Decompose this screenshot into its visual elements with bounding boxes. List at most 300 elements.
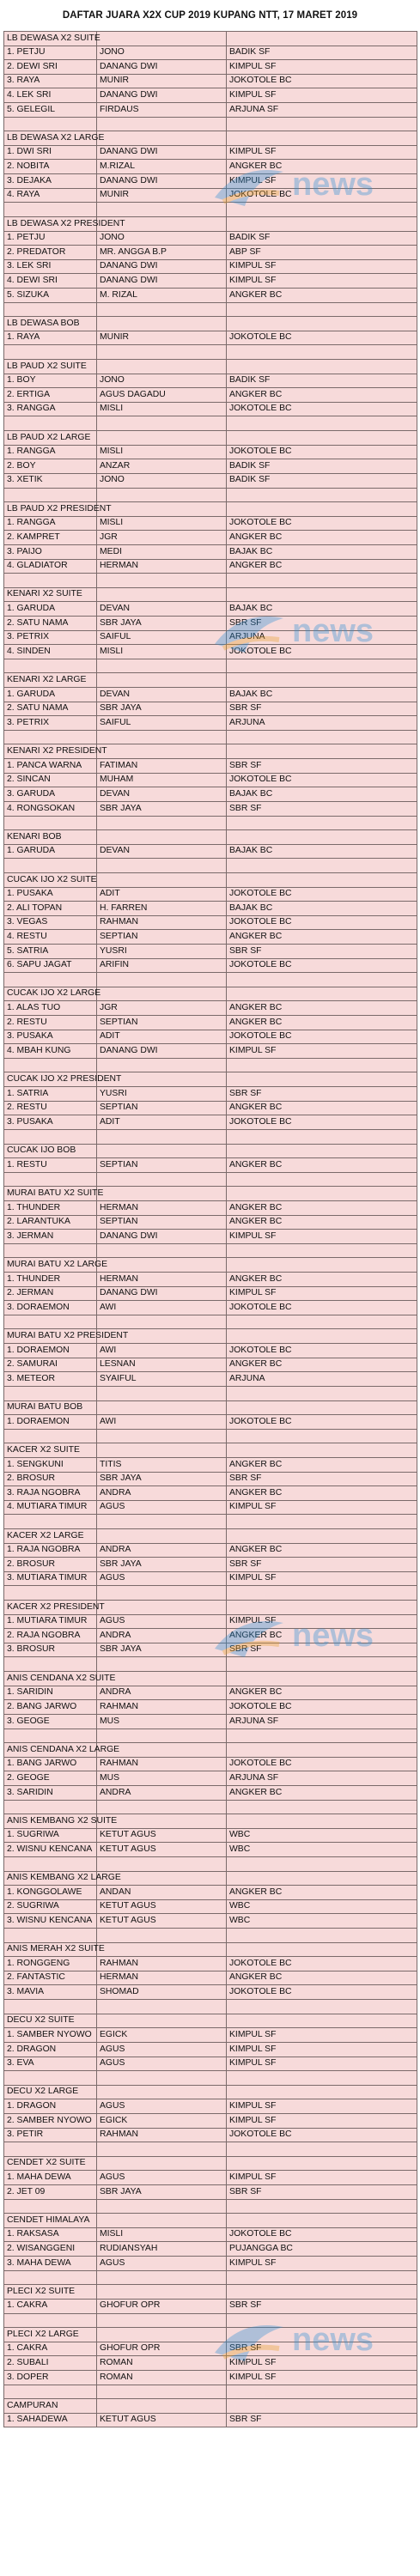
bird-name-cell: 4. LEK SRI (4, 88, 97, 103)
owner-cell: HERMAN (97, 559, 227, 574)
spacer-row (4, 2142, 417, 2157)
owner-cell: HERMAN (97, 1200, 227, 1215)
spacer-row (4, 2199, 417, 2214)
bird-name-cell: 1. RAYA (4, 331, 97, 345)
spacer-row (4, 203, 417, 217)
empty-cell (227, 2328, 417, 2342)
team-cell: JOKOTOLE BC (227, 1030, 417, 1044)
empty-cell (4, 1129, 97, 1144)
empty-cell (97, 203, 227, 217)
owner-cell: ANDRA (97, 1629, 227, 1643)
owner-cell: DANANG DWI (97, 1230, 227, 1244)
owner-cell: M. RIZAL (97, 288, 227, 302)
empty-cell (97, 2199, 227, 2214)
owner-cell: MUNIR (97, 74, 227, 88)
team-cell: KIMPUL SF (227, 2042, 417, 2057)
spacer-row (4, 117, 417, 131)
section-header-row (4, 431, 417, 446)
table-row (4, 374, 417, 388)
team-cell: BADIK SF (227, 374, 417, 388)
spacer-row (4, 2313, 417, 2328)
team-cell: ANGKER BC (227, 1001, 417, 1016)
table-row (4, 231, 417, 246)
table-row (4, 402, 417, 416)
bird-name-cell: 1. RAJA NGOBRA (4, 1543, 97, 1558)
table-row (4, 459, 417, 474)
spacer-row (4, 1800, 417, 1814)
empty-cell (97, 1929, 227, 1943)
empty-cell (227, 1187, 417, 1201)
team-cell: ANGKER BC (227, 559, 417, 574)
team-cell: ANGKER BC (227, 1886, 417, 1900)
owner-cell: JONO (97, 473, 227, 488)
table-row (4, 1472, 417, 1486)
team-cell: JOKOTOLE BC (227, 74, 417, 88)
owner-cell: AGUS (97, 2099, 227, 2114)
owner-cell: DANANG DWI (97, 274, 227, 289)
owner-cell: JONO (97, 374, 227, 388)
owner-cell: HERMAN (97, 1971, 227, 1985)
table-row (4, 288, 417, 302)
team-cell: KIMPUL SF (227, 145, 417, 160)
team-cell: BAJAK BC (227, 844, 417, 859)
watermark-text: news (292, 1618, 374, 1654)
bird-name-cell: 3. PETIR (4, 2128, 97, 2142)
empty-cell (97, 2000, 227, 2014)
empty-cell (97, 2328, 227, 2342)
bird-name-cell: 3. PUSAKA (4, 1115, 97, 1130)
owner-cell: GHOFUR OPR (97, 2342, 227, 2356)
bird-name-cell: 2. RESTU (4, 1016, 97, 1030)
owner-cell: JGR (97, 1001, 227, 1016)
table-row (4, 2185, 417, 2200)
empty-cell (4, 1800, 97, 1814)
owner-cell: AGUS (97, 2042, 227, 2057)
team-cell: JOKOTOLE BC (227, 188, 417, 203)
table-row (4, 60, 417, 75)
owner-cell: SAIFUL (97, 716, 227, 731)
empty-cell (227, 1586, 417, 1601)
table-row (4, 645, 417, 659)
empty-cell (227, 1258, 417, 1273)
table-row (4, 887, 417, 902)
empty-cell (4, 117, 97, 131)
table-row (4, 787, 417, 802)
empty-cell (227, 2142, 417, 2157)
section-title: LB PAUD X2 PRESIDENT (4, 502, 97, 517)
table-row (4, 2242, 417, 2257)
empty-cell (97, 587, 227, 602)
bird-name-cell: 4. DEWI SRI (4, 274, 97, 289)
empty-cell (227, 987, 417, 1001)
empty-cell (4, 1586, 97, 1601)
team-cell: ANGKER BC (227, 1273, 417, 1287)
table-row (4, 1700, 417, 1715)
table-row (4, 759, 417, 774)
bird-name-cell: 2. KAMPRET (4, 531, 97, 545)
table-row (4, 2370, 417, 2385)
empty-cell (227, 673, 417, 688)
section-header-row (4, 502, 417, 517)
team-cell: KIMPUL SF (227, 2028, 417, 2043)
bird-name-cell: 3. METEOR (4, 1372, 97, 1387)
team-cell: SBR SF (227, 759, 417, 774)
section-header-row (4, 1601, 417, 1615)
empty-cell (227, 1144, 417, 1158)
empty-cell (227, 360, 417, 374)
section-title: ANIS CENDANA X2 SUITE (4, 1672, 97, 1686)
team-cell: ANGKER BC (227, 1686, 417, 1700)
bird-name-cell: 3. RANGGA (4, 402, 97, 416)
results-table (3, 31, 417, 2427)
empty-cell (227, 2199, 417, 2214)
empty-cell (227, 302, 417, 317)
empty-cell (97, 973, 227, 987)
team-cell: ANGKER BC (227, 1200, 417, 1215)
bird-name-cell: 2. BROSUR (4, 1558, 97, 1572)
empty-cell (4, 2385, 97, 2399)
empty-cell (227, 2313, 417, 2328)
bird-name-cell: 2. JERMAN (4, 1286, 97, 1301)
bird-name-cell: 5. SATRIA (4, 945, 97, 959)
section-title: PLECI X2 LARGE (4, 2328, 97, 2342)
bird-name-cell: 5. SIZUKA (4, 288, 97, 302)
team-cell: WBC (227, 1843, 417, 1857)
empty-cell (227, 859, 417, 873)
spacer-row (4, 1386, 417, 1400)
table-row (4, 160, 417, 174)
team-cell: ABP SF (227, 246, 417, 260)
bird-name-cell: 1. DORAEMON (4, 1344, 97, 1358)
section-header-row (4, 1329, 417, 1344)
empty-cell (227, 1814, 417, 1829)
owner-cell: MR. ANGGA B.P (97, 246, 227, 260)
bird-name-cell: 2. SINCAN (4, 773, 97, 787)
empty-cell (97, 1657, 227, 1672)
section-title: KACER X2 PRESIDENT (4, 1601, 97, 1615)
section-title: DECU X2 SUITE (4, 2014, 97, 2028)
bird-name-cell: 2. NOBITA (4, 160, 97, 174)
empty-cell (227, 502, 417, 517)
empty-cell (97, 2085, 227, 2099)
team-cell: BAJAK BC (227, 787, 417, 802)
owner-cell: SEPTIAN (97, 1215, 227, 1230)
owner-cell: DANANG DWI (97, 174, 227, 189)
empty-cell (4, 1429, 97, 1443)
bird-name-cell: 2. ERTIGA (4, 388, 97, 403)
bird-name-cell: 1. KONGGOLAWE (4, 1886, 97, 1900)
table-row (4, 1757, 417, 1771)
empty-cell (97, 2142, 227, 2157)
team-cell: JOKOTOLE BC (227, 1957, 417, 1971)
section-title: KENARI BOB (4, 830, 97, 845)
team-cell: KIMPUL SF (227, 2356, 417, 2371)
empty-cell (4, 574, 97, 588)
empty-cell (227, 2385, 417, 2399)
section-header-row (4, 1144, 417, 1158)
empty-cell (97, 1601, 227, 1615)
section-header-row (4, 673, 417, 688)
bird-name-cell: 3. PETRIX (4, 716, 97, 731)
table-row (4, 544, 417, 559)
table-row (4, 616, 417, 630)
owner-cell: ANDRA (97, 1785, 227, 1800)
table-row (4, 1101, 417, 1115)
empty-cell (97, 1058, 227, 1072)
section-header-row (4, 1528, 417, 1543)
bird-name-cell: 2. FANTASTIC (4, 1971, 97, 1985)
table-row (4, 630, 417, 645)
team-cell: KIMPUL SF (227, 1500, 417, 1515)
bird-name-cell: 1. GARUDA (4, 602, 97, 617)
empty-cell (97, 1728, 227, 1743)
owner-cell: DEVAN (97, 787, 227, 802)
empty-cell (227, 1929, 417, 1943)
empty-cell (4, 659, 97, 673)
team-cell: JOKOTOLE BC (227, 887, 417, 902)
spacer-row (4, 574, 417, 588)
empty-cell (97, 117, 227, 131)
watermark-text: news (292, 167, 374, 203)
owner-cell: SBR JAYA (97, 1472, 227, 1486)
table-row (4, 1215, 417, 1230)
team-cell: JOKOTOLE BC (227, 1415, 417, 1430)
team-cell: JOKOTOLE BC (227, 516, 417, 531)
watermark-text: news (292, 2322, 374, 2358)
owner-cell: SBR JAYA (97, 1643, 227, 1657)
empty-cell (97, 2014, 227, 2028)
empty-cell (227, 1172, 417, 1187)
table-row (4, 1301, 417, 1315)
empty-cell (97, 2156, 227, 2171)
spacer-row (4, 488, 417, 502)
empty-cell (227, 32, 417, 46)
bird-name-cell: 4. MUTIARA TIMUR (4, 1500, 97, 1515)
team-cell: KIMPUL SF (227, 1044, 417, 1059)
empty-cell (97, 131, 227, 146)
section-header-row (4, 987, 417, 1001)
team-cell: JOKOTOLE BC (227, 1700, 417, 1715)
bird-name-cell: 1. CAKRA (4, 2299, 97, 2313)
bird-name-cell: 3. MAHA DEWA (4, 2257, 97, 2271)
bird-name-cell: 1. PETJU (4, 46, 97, 60)
team-cell: JOKOTOLE BC (227, 958, 417, 973)
owner-cell: AWI (97, 1415, 227, 1430)
owner-cell: RAHMAN (97, 2128, 227, 2142)
team-cell: KIMPUL SF (227, 1286, 417, 1301)
section-header-row (4, 32, 417, 46)
bird-name-cell: 3. PAIJO (4, 544, 97, 559)
owner-cell: KETUT AGUS (97, 1914, 227, 1929)
owner-cell: EGICK (97, 2028, 227, 2043)
empty-cell (97, 32, 227, 46)
spacer-row (4, 659, 417, 673)
table-row (4, 945, 417, 959)
table-row (4, 1415, 417, 1430)
bird-name-cell: 6. SAPU JAGAT (4, 958, 97, 973)
team-cell: JOKOTOLE BC (227, 1301, 417, 1315)
spacer-row (4, 2071, 417, 2086)
empty-cell (227, 1243, 417, 1258)
owner-cell: AGUS (97, 2257, 227, 2271)
owner-cell: RAHMAN (97, 1757, 227, 1771)
bird-name-cell: 2. SUGRIWA (4, 1899, 97, 1914)
empty-cell (227, 1515, 417, 1529)
team-cell: ANGKER BC (227, 1215, 417, 1230)
section-header-row (4, 2014, 417, 2028)
empty-cell (227, 2156, 417, 2171)
section-header-row (4, 1743, 417, 1758)
team-cell: ANGKER BC (227, 1358, 417, 1372)
team-cell: BAJAK BC (227, 602, 417, 617)
empty-cell (227, 1315, 417, 1329)
empty-cell (227, 1400, 417, 1415)
table-row (4, 2099, 417, 2114)
owner-cell: SEPTIAN (97, 1101, 227, 1115)
section-header-row (4, 1072, 417, 1087)
owner-cell: SAIFUL (97, 630, 227, 645)
team-cell: ARJUNA (227, 716, 417, 731)
bird-name-cell: 3. MAVIA (4, 1985, 97, 2000)
bird-name-cell: 1. MAHA DEWA (4, 2171, 97, 2185)
section-title: LB DEWASA BOB (4, 317, 97, 331)
team-cell: SBR SF (227, 1643, 417, 1657)
section-title: KENARI X2 PRESIDENT (4, 744, 97, 759)
bird-name-cell: 2. BOY (4, 459, 97, 474)
bird-name-cell: 2. GEOGE (4, 1771, 97, 1786)
empty-cell (97, 1129, 227, 1144)
empty-cell (227, 2071, 417, 2086)
team-cell: ANGKER BC (227, 1785, 417, 1800)
bird-name-cell: 3. GARUDA (4, 787, 97, 802)
bird-name-cell: 1. MUTIARA TIMUR (4, 1614, 97, 1629)
table-row (4, 1200, 417, 1215)
table-row (4, 2413, 417, 2427)
table-row (4, 1957, 417, 1971)
table-row (4, 1500, 417, 1515)
bird-name-cell: 3. RAJA NGOBRA (4, 1486, 97, 1501)
bird-name-cell: 1. THUNDER (4, 1200, 97, 1215)
owner-cell: YUSRI (97, 945, 227, 959)
team-cell: SBR SF (227, 2342, 417, 2356)
section-title: ANIS KEMBANG X2 LARGE (4, 1871, 97, 1886)
empty-cell (4, 1058, 97, 1072)
empty-cell (227, 1800, 417, 1814)
empty-cell (97, 659, 227, 673)
empty-cell (97, 859, 227, 873)
table-row (4, 1543, 417, 1558)
bird-name-cell: 2. SATU NAMA (4, 702, 97, 716)
section-title: LB DEWASA X2 PRESIDENT (4, 216, 97, 231)
team-cell: ANGKER BC (227, 1158, 417, 1173)
owner-cell: ROMAN (97, 2356, 227, 2371)
table-row (4, 1714, 417, 1728)
empty-cell (227, 1129, 417, 1144)
bird-name-cell: 1. GARUDA (4, 688, 97, 702)
bird-name-cell: 3. EVA (4, 2057, 97, 2071)
table-row (4, 801, 417, 816)
spacer-row (4, 1129, 417, 1144)
owner-cell: JONO (97, 231, 227, 246)
owner-cell: AGUS (97, 2171, 227, 2185)
bird-name-cell: 4. SINDEN (4, 645, 97, 659)
section-header-row (4, 317, 417, 331)
empty-cell (97, 2270, 227, 2285)
bird-name-cell: 1. DORAEMON (4, 1415, 97, 1430)
empty-cell (227, 1743, 417, 1758)
empty-cell (227, 2399, 417, 2414)
spacer-row (4, 2000, 417, 2014)
empty-cell (227, 574, 417, 588)
bird-name-cell: 2. DRAGON (4, 2042, 97, 2057)
empty-cell (227, 216, 417, 231)
table-row (4, 2028, 417, 2043)
team-cell: ARJUNA (227, 1372, 417, 1387)
table-row (4, 1115, 417, 1130)
table-row (4, 2057, 417, 2071)
empty-cell (227, 1942, 417, 1957)
bird-name-cell: 1. RESTU (4, 1158, 97, 1173)
team-cell: KIMPUL SF (227, 2257, 417, 2271)
team-cell: JOKOTOLE BC (227, 445, 417, 459)
bird-name-cell: 4. RAYA (4, 188, 97, 203)
empty-cell (97, 730, 227, 744)
table-row (4, 559, 417, 574)
owner-cell: MISLI (97, 402, 227, 416)
team-cell: KIMPUL SF (227, 174, 417, 189)
bird-name-cell: 1. CAKRA (4, 2342, 97, 2356)
owner-cell: MISLI (97, 2227, 227, 2242)
empty-cell (97, 502, 227, 517)
team-cell: KIMPUL SF (227, 2099, 417, 2114)
section-header-row (4, 872, 417, 887)
table-row (4, 1030, 417, 1044)
empty-cell (97, 744, 227, 759)
spacer-row (4, 1657, 417, 1672)
empty-cell (97, 302, 227, 317)
section-title: ANIS CENDANA X2 LARGE (4, 1743, 97, 1758)
section-title: KENARI X2 LARGE (4, 673, 97, 688)
empty-cell (97, 1386, 227, 1400)
empty-cell (97, 2285, 227, 2300)
bird-name-cell: 1. PANCA WARNA (4, 759, 97, 774)
table-row (4, 1344, 417, 1358)
bird-name-cell: 4. RONGSOKAN (4, 801, 97, 816)
team-cell: SBR SF (227, 945, 417, 959)
empty-cell (4, 730, 97, 744)
section-title: CENDET X2 SUITE (4, 2156, 97, 2171)
empty-cell (97, 1857, 227, 1872)
bird-name-cell: 3. VEGAS (4, 915, 97, 930)
empty-cell (4, 1728, 97, 1743)
bird-name-cell: 1. RONGGENG (4, 1957, 97, 1971)
bird-name-cell: 2. SAMBER NYOWO (4, 2113, 97, 2128)
bird-name-cell: 3. XETIK (4, 473, 97, 488)
bird-name-cell: 4. MBAH KUNG (4, 1044, 97, 1059)
team-cell: SBR SF (227, 1472, 417, 1486)
team-cell: KIMPUL SF (227, 1230, 417, 1244)
table-row (4, 2042, 417, 2057)
empty-cell (227, 317, 417, 331)
spacer-row (4, 730, 417, 744)
bird-name-cell: 1. RAKSASA (4, 2227, 97, 2242)
empty-cell (97, 2399, 227, 2414)
section-title: LB PAUD X2 LARGE (4, 431, 97, 446)
section-title: PLECI X2 SUITE (4, 2285, 97, 2300)
table-row (4, 1457, 417, 1472)
bird-name-cell: 3. JERMAN (4, 1230, 97, 1244)
empty-cell (4, 2000, 97, 2014)
